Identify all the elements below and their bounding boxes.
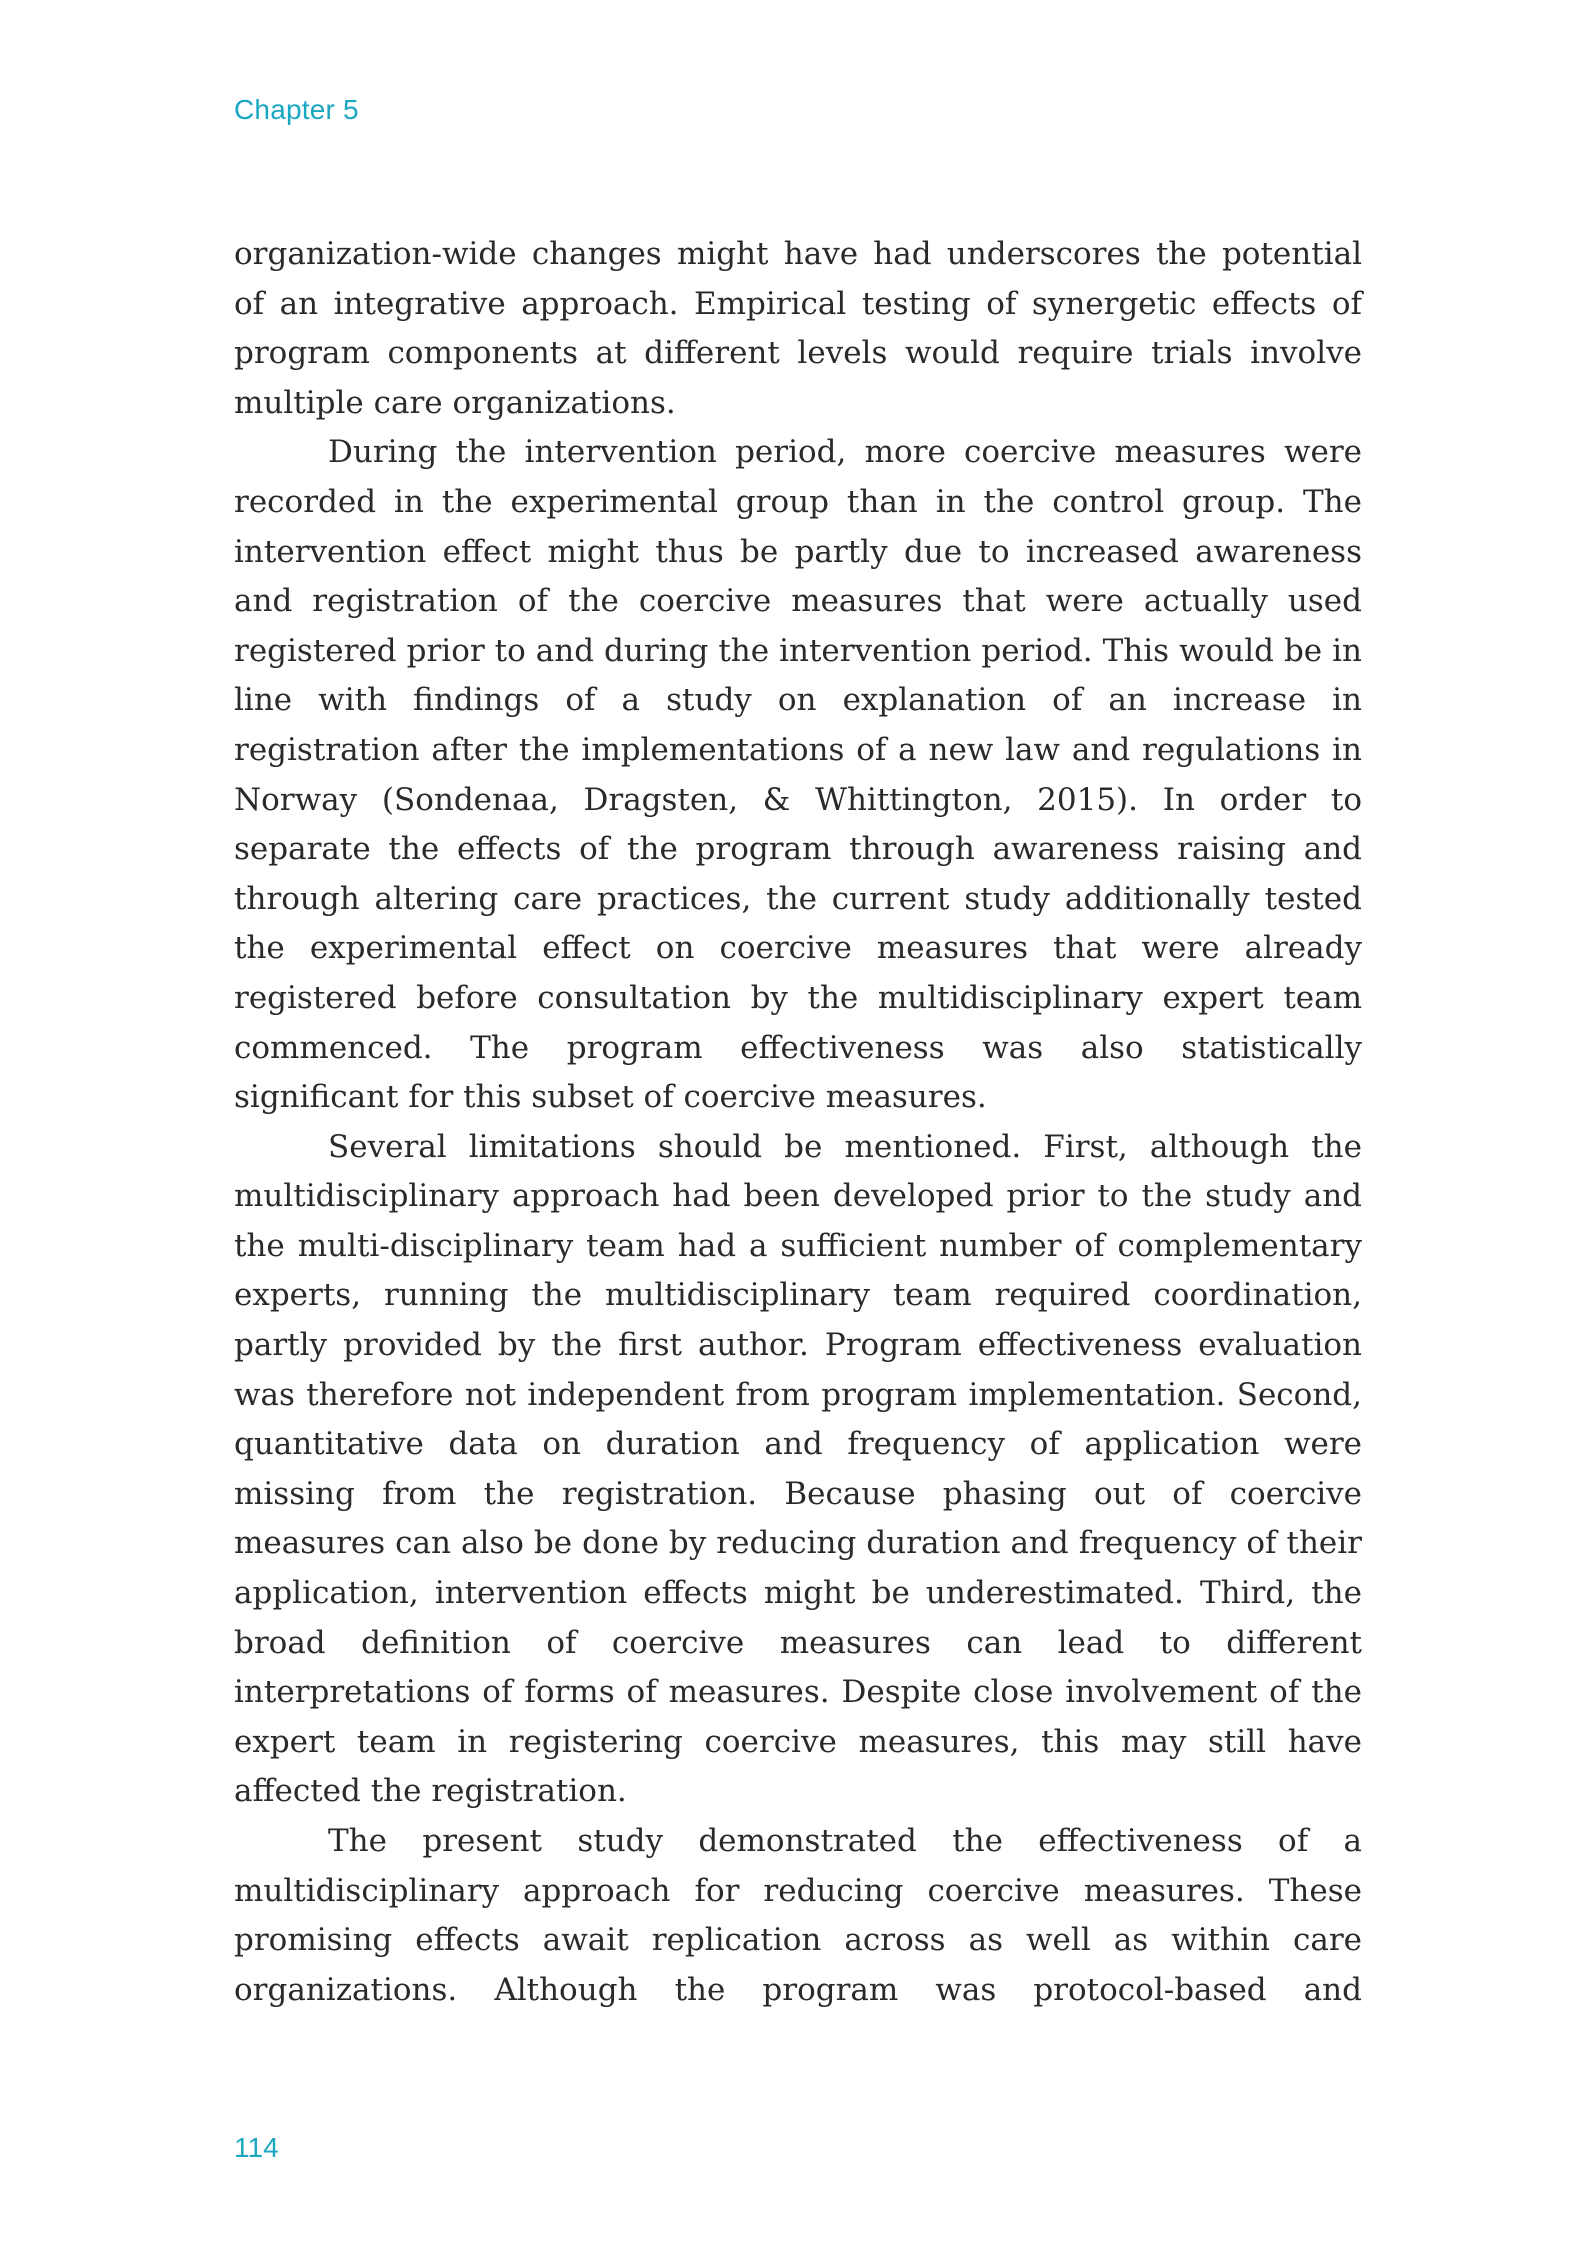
body-text (234, 230, 1362, 2015)
paragraph: organization-wide changes might have had underscores the potential of an integrative approach. Empirical testing of synergetic effects of program components at different levels would require trials involve multiple care organizations. (234, 236, 1362, 421)
paragraph: Several limitations should be mentioned. First, although the multidisciplinary approach had been developed prior to the study and the multi-disciplinary team had a sufficient number of complementary experts, running the multidisciplinary team required coordination, partly provided by the first author. Program effectiveness evaluation was therefore not independent from program implementation. Second, quantitative data on duration and frequency of application were missing from the registration. Because phasing out of coercive measures can also be done by reducing duration and frequency of their application, intervention effects might be underestimated. Third, the broad definition of coercive measures can lead to different interpretations of forms of measures. Despite close involvement of the expert team in registering coercive measures, this may still have affected the registration. (234, 1128, 1362, 1810)
paragraph: The present study demonstrated the effectiveness of a multidisciplinary approach for reducing coercive measures. These promising effects await replication across as well as within care organizations. Although the program was protocol-based and (234, 1823, 1362, 2008)
paragraph: During the intervention period, more coercive measures were recorded in the experimental group than in the control group. The intervention effect might thus be partly due to increased awareness and registration of the coercive measures that were actually used registered prior to and during the intervention period. This would be in line with findings of a study on explanation of an increase in registration after the implementations of a new law and regulations in Norway (Sondenaa, Dragsten, & Whittington, 2015). In order to separate the effects of the program through awareness raising and through altering care practices, the current study additionally tested the experimental effect on coercive measures that were already registered before consultation by the multidisciplinary expert team commenced. The program effectiveness was also statistically significant for this subset of coercive measures. (234, 434, 1362, 1116)
running-head: Chapter 5 (234, 94, 359, 125)
page-number: 114 (234, 2132, 279, 2163)
